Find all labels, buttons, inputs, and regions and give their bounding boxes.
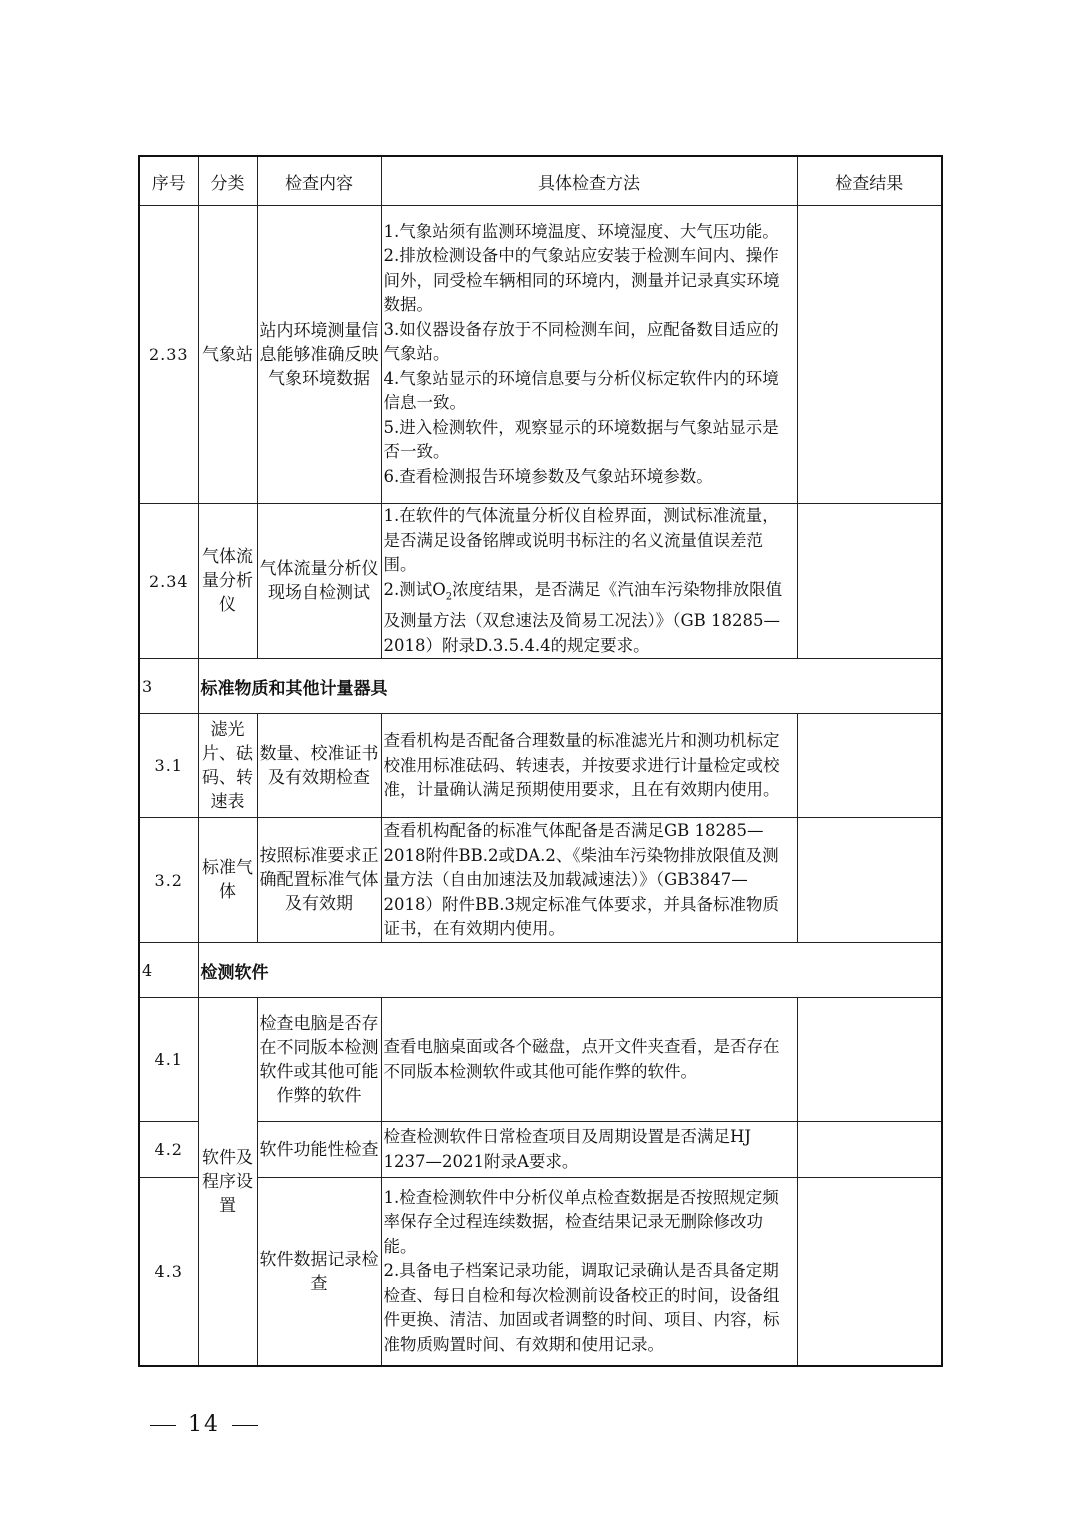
header-category: 分类	[198, 156, 257, 206]
row-method	[381, 1178, 797, 1366]
section-row	[139, 943, 942, 998]
row-number: 2.34	[139, 504, 198, 659]
row-result-cell	[797, 206, 942, 504]
row-category: 软件及程序设置	[198, 998, 257, 1366]
row-category: 滤光片、砝码、转速表	[198, 714, 257, 818]
row-number: 3.1	[139, 714, 198, 818]
row-number: 3.2	[139, 818, 198, 943]
row-result-cell	[797, 1178, 942, 1366]
row-method	[381, 206, 797, 504]
method-line: 2.具备电子档案记录功能，调取记录确认是否具备定期检查、每日自检和每次检测前设备校正的时间，设备组件更换、清洁、加固或者调整的时间、项目、内容，标准物质购置时间、有效期和使用记录。	[383, 1261, 780, 1354]
method-line: 4.气象站显示的环境信息要与分析仪标定软件内的环境信息一致。	[383, 368, 779, 413]
section-title: 标准物质和其他计量器具	[198, 659, 942, 714]
section-number: 3	[139, 659, 198, 714]
row-number: 4.1	[139, 998, 198, 1122]
subscript: 2	[445, 590, 453, 602]
method-text: 浓度结果，是否满足《汽油车污染物排放限值及测量方法（双怠速法及简易工况法）》（GB 18285—2018）附录D.3.5.4.4的规定要求。	[383, 579, 783, 655]
footer-dash-right	[232, 1425, 258, 1426]
table-header-row	[139, 156, 942, 206]
row-content: 检查电脑是否存在不同版本检测软件或其他可能作弊的软件	[257, 998, 381, 1122]
table-row	[139, 714, 942, 818]
method-line: 5.进入检测软件，观察显示的环境数据与气象站显示是否一致。	[383, 417, 779, 462]
method-line: 3.如仪器设备存放于不同检测车间，应配备数目适应的气象站。	[383, 319, 779, 364]
row-result-cell	[797, 818, 942, 943]
header-method: 具体检查方法	[381, 156, 797, 206]
row-content: 软件功能性检查	[257, 1122, 381, 1178]
row-content: 按照标准要求正确配置标准气体及有效期	[257, 818, 381, 943]
table-row	[139, 1178, 942, 1366]
row-category: 标准气体	[198, 818, 257, 943]
row-content: 站内环境测量信息能够准确反映气象环境数据	[257, 206, 381, 504]
page-footer	[138, 1412, 270, 1437]
header-content: 检查内容	[257, 156, 381, 206]
row-method: 检查检测软件日常检查项目及周期设置是否满足HJ 1237—2021附录A要求。	[381, 1122, 797, 1178]
row-result-cell	[797, 998, 942, 1122]
row-result-cell	[797, 504, 942, 659]
table-row	[139, 998, 942, 1122]
row-method: 查看机构配备的标准气体配备是否满足GB 18285—2018附件BB.2或DA.2、《柴油车污染物排放限值及测量方法（自由加速法及加载减速法）》（GB3847—2018）附件BB.3规定标准气体要求，并具备标准物质证书，在有效期内使用。	[381, 818, 797, 943]
method-line: 1.在软件的气体流量分析仪自检界面，测试标准流量，是否满足设备铭牌或说明书标注的名义流量值误差范围。	[383, 506, 779, 574]
row-number: 2.33	[139, 206, 198, 504]
table-row	[139, 206, 942, 504]
row-result-cell	[797, 1122, 942, 1178]
method-line	[384, 578, 795, 659]
row-content: 软件数据记录检查	[257, 1178, 381, 1366]
table-row	[139, 1122, 942, 1178]
section-title: 检测软件	[198, 943, 942, 998]
row-content: 数量、校准证书及有效期检查	[257, 714, 381, 818]
table-row	[139, 504, 942, 659]
row-method: 查看电脑桌面或各个磁盘，点开文件夹查看，是否存在不同版本检测软件或其他可能作弊的软件。	[381, 998, 797, 1122]
method-line: 6.查看检测报告环境参数及气象站环境参数。	[383, 466, 713, 486]
section-number: 4	[139, 943, 198, 998]
row-category: 气象站	[198, 206, 257, 504]
header-result: 检查结果	[797, 156, 942, 206]
method-text: 2.测试O	[383, 579, 446, 599]
method-line: 2.排放检测设备中的气象站应安装于检测车间内、操作间外，同受检车辆相同的环境内，测量并记录真实环境数据。	[383, 246, 780, 315]
row-number: 4.2	[139, 1122, 198, 1178]
page-number: 14	[188, 1412, 220, 1437]
section-row	[139, 659, 942, 714]
row-category: 气体流量分析仪	[198, 504, 257, 659]
row-method: 查看机构是否配备合理数量的标准滤光片和测功机标定校准用标准砝码、转速表，并按要求进行计量检定或校准，计量确认满足预期使用要求，且在有效期内使用。	[381, 714, 797, 818]
row-content: 气体流量分析仪现场自检测试	[257, 504, 381, 659]
footer-dash-left	[150, 1425, 176, 1426]
method-line: 1.检查检测软件中分析仪单点检查数据是否按照规定频率保存全过程连续数据，检查结果记录无删除修改功能。	[383, 1187, 779, 1256]
row-number: 4.3	[139, 1178, 198, 1366]
row-result-cell	[797, 714, 942, 818]
header-seq: 序号	[139, 156, 198, 206]
method-line: 1.气象站须有监测环境温度、环境湿度、大气压功能。	[383, 221, 779, 241]
row-method	[381, 504, 797, 659]
inspection-table	[138, 155, 943, 1367]
table-row	[139, 818, 942, 943]
